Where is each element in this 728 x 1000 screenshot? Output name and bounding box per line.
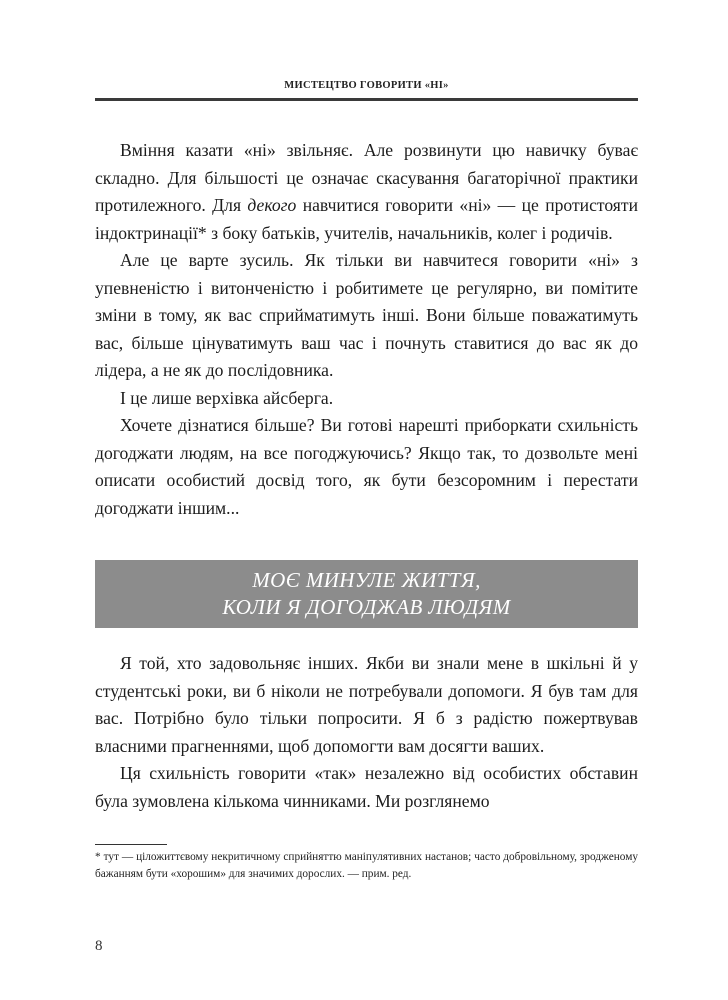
intro-paragraph-1-end: навчитися говорити «ні» — це протистояти індоктринації* з боку батьків, учителів, начальників, колег і родичів. [95,195,639,243]
footnote-rule [95,844,167,845]
intro-paragraph-2: Але це варте зусиль. Як тільки ви навчитеся говорити «ні» з упевненістю і витонченістю і робитимете це регулярно, ви помітите зміни в тому, як вас сприйматимуть інші. Вони більше поважатимуть вас, більше цінуватимуть ваш час і почнуть ставитися до вас як до лідера, а не як до послідовника. [95,250,638,380]
intro-paragraph-3: І це лише верхівка айсберга. [120,387,334,408]
section-paragraph-1: Я той, хто задовольняє інших. Якби ви знали мене в шкільні й у студентські роки, ви б ніколи не потребували допомоги. Я був там для вас. Потрібно було тільки попросити. Я б з радістю пожертвував власними прагненнями, щоб допомогти вам досягти ваших. [95,653,638,756]
intro-emphasis: декого [247,195,297,215]
intro-paragraph-1-start: Вміння казати «ні» звільняє. Але розвинути цю навичку буває складно. Для більшості це означає скасування багаторічної практики протилежного. Для [95,140,638,215]
section-title-line-1: МОЄ МИНУЛЕ ЖИТТЯ, [252,568,481,592]
intro-paragraph-1 [95,137,638,247]
section-heading-banner [95,560,638,628]
footnote: * тут — ціложиттєвому некритичному сприйняттю маніпулятивних настанов; часто добровільному, зродженому бажанням бути «хорошим» для значимих дорослих. — прим. ред. [95,851,638,880]
section-paragraph-2: Ця схильність говорити «так» незалежно від особистих обставин була зумовлена кількома чинниками. Ми розглянемо [95,763,638,811]
section-title-line-2: КОЛИ Я ДОГОДЖАВ ЛЮДЯМ [222,595,511,619]
page-number: 8 [95,938,103,954]
intro-paragraph-4: Хочете дізнатися більше? Ви готові нарешті приборкати схильність догоджати людям, на все погоджуючись? Якщо так, то дозвольте мені описати особистий досвід того, як бути безсоромним і перестати догоджати іншим... [95,415,638,518]
running-title: МИСТЕЦТВО ГОВОРИТИ «НІ» [284,80,449,91]
section-text [95,650,638,815]
intro-text [95,137,638,522]
header-rule [95,98,638,101]
